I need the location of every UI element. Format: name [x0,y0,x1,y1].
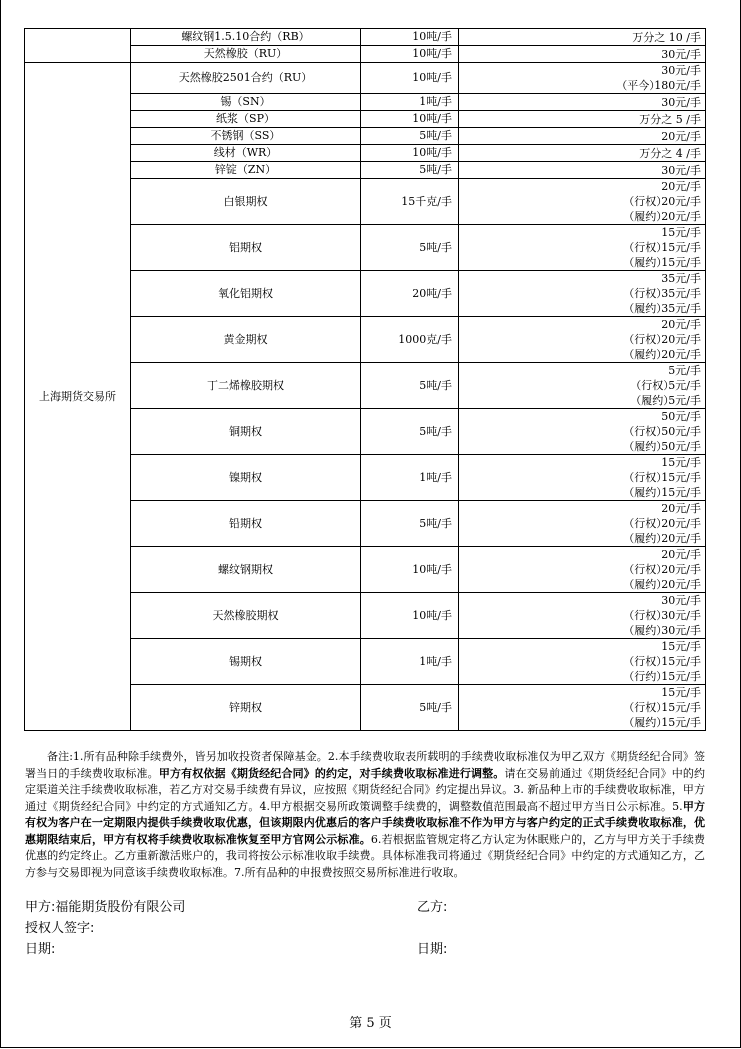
fee-value: 30元/手 [661,609,701,622]
fee-value: 50元/手 [661,440,701,453]
fee-value: 20元/手 [661,318,701,331]
fee-value: 35元/手 [661,272,701,285]
fee-value: 20元/手 [661,210,701,223]
fee-tag: （履约） [623,578,668,591]
party-b-date-label: 日期: [417,942,448,957]
fee-line [463,593,701,608]
fee-standard [459,46,706,63]
fee-tag: （行权） [623,471,668,484]
fee-value: 万分之 10 /手 [632,30,701,44]
fee-tag: （行权） [623,333,668,346]
fee-value: 15元/手 [661,640,701,653]
fee-tag: （履约） [623,256,668,269]
fee-line [463,715,701,730]
fee-standard [459,29,706,46]
fee-standard [459,685,706,731]
fee-standard [459,271,706,317]
fee-value: 20元/手 [661,129,701,143]
fee-line [463,577,701,592]
fee-standard [459,409,706,455]
fee-line [463,639,701,654]
fee-line [463,562,701,577]
fee-standard [459,593,706,639]
product-name: 铅期权 [131,501,361,547]
fee-line [463,424,701,439]
fee-line [463,409,701,424]
remark-emphasis: 甲方有权依据《期货经纪合同》的约定，对手续费收取标准进行调整。 [158,766,505,780]
fee-value: 万分之 5 /手 [639,112,701,126]
remark-text: 6.若根据监管规定将乙方认定为休眠账户的，乙方与甲方关于手续费优惠的约定终止。乙方重新激活账户的，我司将按公示标准收取手续费。具体标准我司将通过《期货经纪合同》中约定的方式通知乙方，乙方参与交易即视为同意该手续费收取标准。7.所有品种的申报费按照交易所标准进行收取。 [25,832,705,879]
fee-value: 5元/手 [668,364,701,377]
product-name: 天然橡胶2501合约（RU） [131,63,361,94]
fee-tag: （行权） [623,655,668,668]
fee-tag: （行权） [630,379,675,392]
fee-tag: （履约） [623,210,668,223]
fee-line [463,700,701,715]
product-name: 锡期权 [131,639,361,685]
fee-value: 20元/手 [661,563,701,576]
fee-line [463,439,701,454]
fee-line [463,470,701,485]
fee-line [463,347,701,362]
trading-unit: 10吨/手 [361,145,459,162]
fee-standard [459,94,706,111]
fee-line [463,301,701,316]
fee-tag: （行权） [623,517,668,530]
fee-standard [459,547,706,593]
fee-line [463,163,701,178]
page-number: 第 5 页 [349,1016,392,1031]
fee-tag: （履约） [623,348,668,361]
table-row [25,29,706,46]
fee-line [463,685,701,700]
product-name: 镍期权 [131,455,361,501]
fee-line [463,225,701,240]
fee-standard [459,162,706,179]
exchange-cell-previous [25,29,131,63]
fee-tag: （履约） [623,532,668,545]
fee-value: 20元/手 [661,548,701,561]
fee-value: 50元/手 [661,425,701,438]
party-a-date-label: 日期: [25,942,56,957]
fee-line [463,78,701,93]
fee-value: 20元/手 [661,195,701,208]
fee-value: 30元/手 [661,163,701,177]
party-b-label: 乙方: [417,900,448,915]
trading-unit: 10吨/手 [361,29,459,46]
fee-tag: （行权） [623,241,668,254]
trading-unit: 15千克/手 [361,179,459,225]
fee-value: 20元/手 [661,578,701,591]
product-name: 锌期权 [131,685,361,731]
fee-value: 35元/手 [661,287,701,300]
product-name: 锌锭（ZN） [131,162,361,179]
trading-unit: 10吨/手 [361,111,459,128]
fee-tag: （履约） [623,716,668,729]
product-name: 线材（WR） [131,145,361,162]
product-name: 天然橡胶期权 [131,593,361,639]
remark-emphasis: 甲方有权为客户在一定期限内提供手续费收取优惠，但该期限内优惠后的客户手续费收取标准不作为甲方与客户约定的正式手续费收取标准，优惠期限结束后，甲方有权将手续费收取标准恢复至甲方官网公示标准。 [25,799,705,846]
fee-line [463,30,701,45]
product-name: 螺纹钢1.5.10合约（RB） [131,29,361,46]
fee-value: 30元/手 [661,95,701,109]
remarks [25,749,705,881]
product-name: 锡（SN） [131,94,361,111]
authorized-signature-label: 授权人签字: [25,921,95,936]
fee-line [463,654,701,669]
fee-value: 15元/手 [661,456,701,469]
fee-tag: （行权） [623,609,668,622]
fee-line [463,547,701,562]
fee-value: 20元/手 [661,517,701,530]
fee-line [463,179,701,194]
fee-value: 15元/手 [661,471,701,484]
fee-line [463,146,701,161]
product-name: 氧化铝期权 [131,271,361,317]
fee-standard [459,128,706,145]
trading-unit: 1吨/手 [361,639,459,685]
fee-line [463,623,701,638]
fee-line [463,129,701,144]
trading-unit: 5吨/手 [361,363,459,409]
table-row [25,63,706,94]
fee-tag: （行权） [623,563,668,576]
fee-standard [459,179,706,225]
fee-value: 15元/手 [661,486,701,499]
trading-unit: 1吨/手 [361,94,459,111]
fee-standard [459,111,706,128]
fee-line [463,378,701,393]
fee-value: 20元/手 [661,333,701,346]
fee-tag: （行权） [623,425,668,438]
fee-tag: （行约） [623,670,668,683]
remark-text: 备注:1.所有品种除手续费外，皆另加收投资者保障基金。2.本手续费收取表所载明的手续费收取标准仅为甲乙双方《期货经纪合同》签署当日的手续费收取标准。 [25,750,705,780]
fee-tag: （履约） [623,624,668,637]
fee-line [463,286,701,301]
product-name: 不锈钢（SS） [131,128,361,145]
product-name: 铜期权 [131,409,361,455]
fee-tag: （履约） [623,486,668,499]
fee-tag: （履约） [623,302,668,315]
fee-tag: （平今） [616,79,661,92]
fee-standard [459,455,706,501]
fee-line [463,95,701,110]
product-name: 纸浆（SP） [131,111,361,128]
fee-line [463,363,701,378]
fee-line [463,47,701,62]
trading-unit: 5吨/手 [361,128,459,145]
trading-unit: 10吨/手 [361,63,459,94]
product-name: 丁二烯橡胶期权 [131,363,361,409]
fee-value: 15元/手 [661,686,701,699]
fee-line [463,194,701,209]
trading-unit: 10吨/手 [361,46,459,63]
fee-tag: （行权） [623,195,668,208]
fee-value: 15元/手 [661,670,701,683]
fee-line [463,393,701,408]
fee-value: 30元/手 [661,64,701,77]
fee-standard [459,363,706,409]
product-name: 铝期权 [131,225,361,271]
trading-unit: 5吨/手 [361,409,459,455]
fee-value: 50元/手 [661,410,701,423]
fee-line [463,669,701,684]
product-name: 螺纹钢期权 [131,547,361,593]
fee-line [463,501,701,516]
fee-value: 15元/手 [661,716,701,729]
fee-line [463,455,701,470]
fee-standard [459,225,706,271]
fee-value: 30元/手 [661,594,701,607]
fee-standard [459,145,706,162]
trading-unit: 5吨/手 [361,225,459,271]
fee-line [463,531,701,546]
trading-unit: 10吨/手 [361,547,459,593]
fee-line [463,112,701,127]
trading-unit: 5吨/手 [361,685,459,731]
product-name: 黄金期权 [131,317,361,363]
remark-text: 请在交易前通过《期货经纪合同》中的约定渠道关注手续费收取标准，若乙方对交易手续费有异议，应按照《期货经纪合同》约定提出异议。3. 新品种上市的手续费收取标准，甲方通过《期货经纪合同》中约定的方式通知乙方。4.甲方根据交易所政策调整手续费的，调整数值范围最高不超过甲方当日公示标准。5. [25,766,706,813]
trading-unit: 1吨/手 [361,455,459,501]
fee-tag: （履约） [630,394,675,407]
fee-value: 万分之 4 /手 [639,146,701,160]
fee-value: 20元/手 [661,502,701,515]
product-name: 白银期权 [131,179,361,225]
fee-value: 35元/手 [661,302,701,315]
fee-line [463,485,701,500]
fee-line [463,332,701,347]
fee-tag: （行权） [623,287,668,300]
fee-value: 180元/手 [654,79,701,92]
product-name: 天然橡胶（RU） [131,46,361,63]
fee-value: 20元/手 [661,532,701,545]
fee-line [463,240,701,255]
fee-table [24,28,706,731]
party-a-label: 甲方:福能期货股份有限公司 [25,900,186,915]
fee-value: 5元/手 [668,394,701,407]
fee-line [463,516,701,531]
fee-tag: （行权） [623,701,668,714]
fee-value: 15元/手 [661,226,701,239]
fee-value: 15元/手 [661,241,701,254]
fee-line [463,255,701,270]
fee-tag: （履约） [623,440,668,453]
fee-value: 30元/手 [661,47,701,61]
exchange-name: 上海期货交易所 [25,63,131,731]
fee-value: 5元/手 [668,379,701,392]
trading-unit: 1000克/手 [361,317,459,363]
trading-unit: 5吨/手 [361,162,459,179]
fee-value: 15元/手 [661,256,701,269]
fee-value: 15元/手 [661,655,701,668]
trading-unit: 10吨/手 [361,593,459,639]
fee-line [463,317,701,332]
fee-line [463,63,701,78]
fee-standard [459,63,706,94]
fee-value: 30元/手 [661,624,701,637]
fee-value: 15元/手 [661,701,701,714]
fee-line [463,271,701,286]
fee-standard [459,501,706,547]
fee-line [463,209,701,224]
fee-standard [459,317,706,363]
trading-unit: 20吨/手 [361,271,459,317]
fee-line [463,608,701,623]
fee-value: 20元/手 [661,348,701,361]
fee-value: 20元/手 [661,180,701,193]
fee-standard [459,639,706,685]
trading-unit: 5吨/手 [361,501,459,547]
